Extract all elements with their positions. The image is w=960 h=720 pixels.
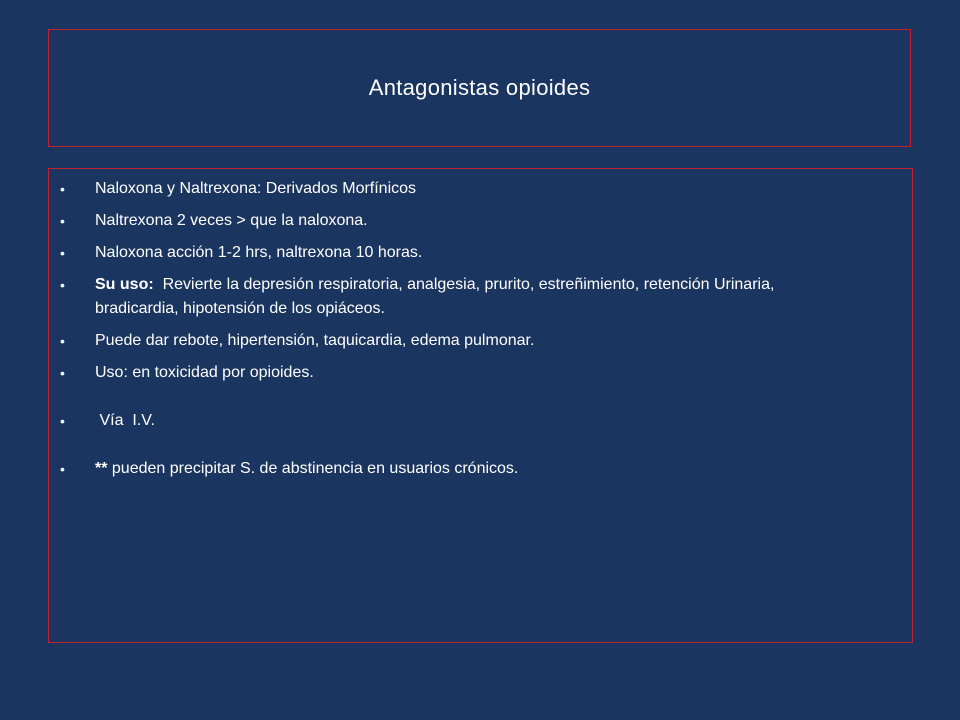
bullet-text: pueden precipitar S. de abstinencia en usuarios crónicos. (107, 460, 519, 477)
bullet-item (49, 457, 912, 481)
bullet-item (49, 241, 912, 265)
bullet-text: Naloxona y Naltrexona: Derivados Morfínicos (95, 180, 417, 197)
title-box (48, 29, 911, 147)
bullet-dot-icon: • (60, 333, 65, 349)
content-box (48, 168, 913, 643)
bullet-text: Uso: en toxicidad por opioides. (95, 364, 314, 381)
bullet-dot-icon: • (60, 461, 65, 477)
bullet-text: Naltrexona 2 veces > que la naloxona. (95, 212, 368, 229)
bullet-lead: ** (95, 460, 108, 477)
bullet-item (49, 361, 912, 385)
bullet-list (49, 177, 912, 489)
bullet-dot-icon: • (60, 245, 65, 261)
bullet-item (49, 209, 912, 233)
bullet-text: Naloxona acción 1-2 hrs, naltrexona 10 horas. (95, 244, 423, 261)
bullet-dot-icon: • (60, 277, 65, 293)
bullet-dot-icon: • (60, 365, 65, 381)
bullet-text: Revierte la depresión respiratoria, analgesia, prurito, estreñimiento, retención Urinaria, bradicardia, hipotensión de los opiáceos. (95, 276, 779, 317)
slide-title: Antagonistas opioides (368, 75, 591, 100)
bullet-text: Vía I.V. (95, 412, 155, 429)
bullet-item (49, 409, 912, 433)
bullet-dot-icon: • (60, 413, 65, 429)
bullet-item (49, 177, 912, 201)
bullet-lead: Su uso: (95, 276, 154, 293)
bullet-dot-icon: • (60, 213, 65, 229)
bullet-item (49, 329, 912, 353)
bullet-text: Puede dar rebote, hipertensión, taquicardia, edema pulmonar. (95, 332, 535, 349)
bullet-item (49, 273, 912, 321)
bullet-dot-icon: • (60, 181, 65, 197)
